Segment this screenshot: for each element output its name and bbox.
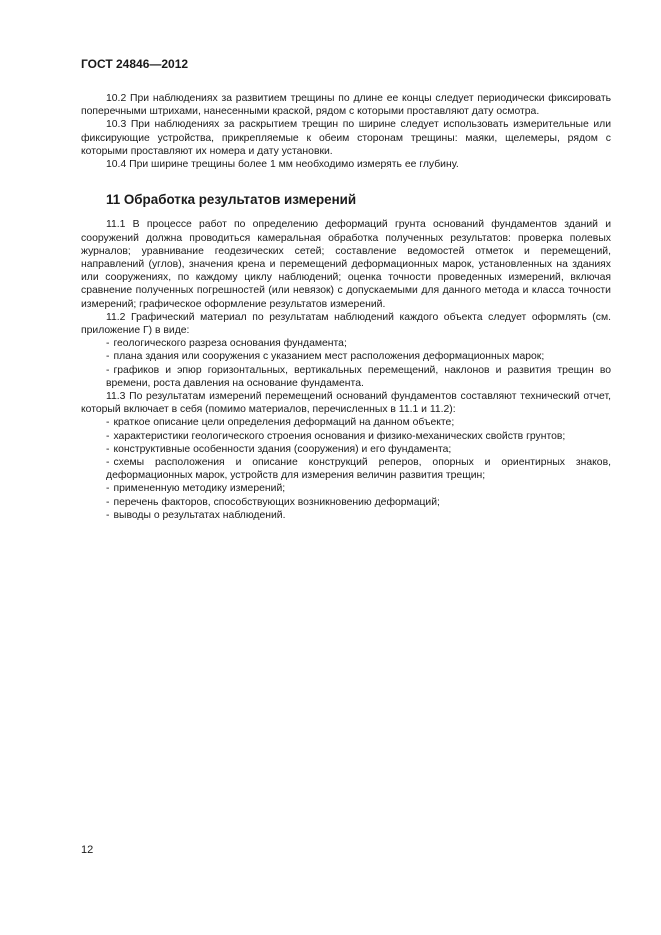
paragraph-11-1: 11.1 В процессе работ по определению деформаций грунта оснований фундаментов зданий и сооружений должна проводиться камеральная обработка полученных результатов: проверка полевых журналов; уравнивание геодезических сетей; составление ведомостей отметок и перемещений, направлений (углов), значения крена и перемещений деформационных марок, установленных на зданиях или сооружениях, по каждому циклу наблюдений; оценка точности проведенных измерений, включая сравнение полученных погрешностей (или невязок) с допускаемыми для данного метода и класса точности измерений; графическое оформление результатов измерений. [81,219,611,310]
list-item [106,443,611,456]
list-item [106,456,611,482]
list-dash: - [106,483,110,495]
list-item [106,509,611,522]
document-body [81,92,611,522]
list-item-text: конструктивные особенности здания (сооружения) и его фундамента; [113,443,452,455]
list-item [106,482,611,495]
paragraph-11-3: 11.3 По результатам измерений перемещений оснований фундаментов составляют технический отчет, который включает в себя (помимо материалов, перечисленных в 11.1 и 11.2): [81,391,611,416]
list-item-text: перечень факторов, способствующих возникновению деформаций; [113,496,440,508]
list-dash: - [106,417,110,429]
list-dash: - [106,443,110,455]
list-dash: - [106,430,110,442]
list-item [106,337,611,350]
paragraph-10-4: 10.4 При ширине трещины более 1 мм необходимо измерять ее глубину. [106,159,459,171]
list-item [106,430,611,443]
list-item [106,350,611,363]
list-item-text: графиков и эпюр горизонтальных, вертикальных перемещений, наклонов и развития трещин во времени, роста давления на основание фундамента. [106,364,611,389]
paragraph-10-3: 10.3 При наблюдениях за раскрытием трещин по ширине следует использовать измерительные или фиксирующие устройства, прикрепляемые к обеим сторонам трещины: маяки, щелемеры, рядом с которыми проставляют их номера и дату установки. [81,119,611,157]
list-item-text: геологического разреза основания фундамента; [113,338,347,350]
list-item-text: схемы расположения и описание конструкций реперов, опорных и ориентирных знаков, деформационных марок, устройств для измерения величин развития трещин; [106,457,611,482]
list-item [106,416,611,429]
list-item-text: краткое описание цели определения деформаций на данном объекте; [113,417,455,429]
list-dash: - [106,457,110,469]
list-dash: - [106,509,110,521]
list-dash: - [106,338,110,350]
list-item-text: характеристики геологического строения основания и физико-механических свойств грунтов; [113,430,566,442]
page-number: 12 [81,844,94,856]
list-dash: - [106,364,110,376]
list-item [106,496,611,509]
document-header: ГОСТ 24846—2012 [81,57,189,71]
list-item [106,364,611,390]
list-dash: - [106,496,110,508]
paragraph-11-2: 11.2 Графический материал по результатам наблюдений каждого объекта следует оформлять (см. приложение Г) в виде: [81,311,611,337]
list-item-text: примененную методику измерений; [113,483,286,495]
list-dash: - [106,351,110,363]
section-11-title: 11 Обработка результатов измерений [106,192,357,208]
list-item-text: плана здания или сооружения с указанием мест расположения деформационных марок; [113,351,545,363]
list-item-text: выводы о результатах наблюдений. [113,509,286,521]
paragraph-10-2: 10.2 При наблюдениях за развитием трещины по длине ее концы следует периодически фиксировать поперечными штрихами, нанесенными краской, рядом с которыми проставляют дату осмотра. [81,93,611,118]
